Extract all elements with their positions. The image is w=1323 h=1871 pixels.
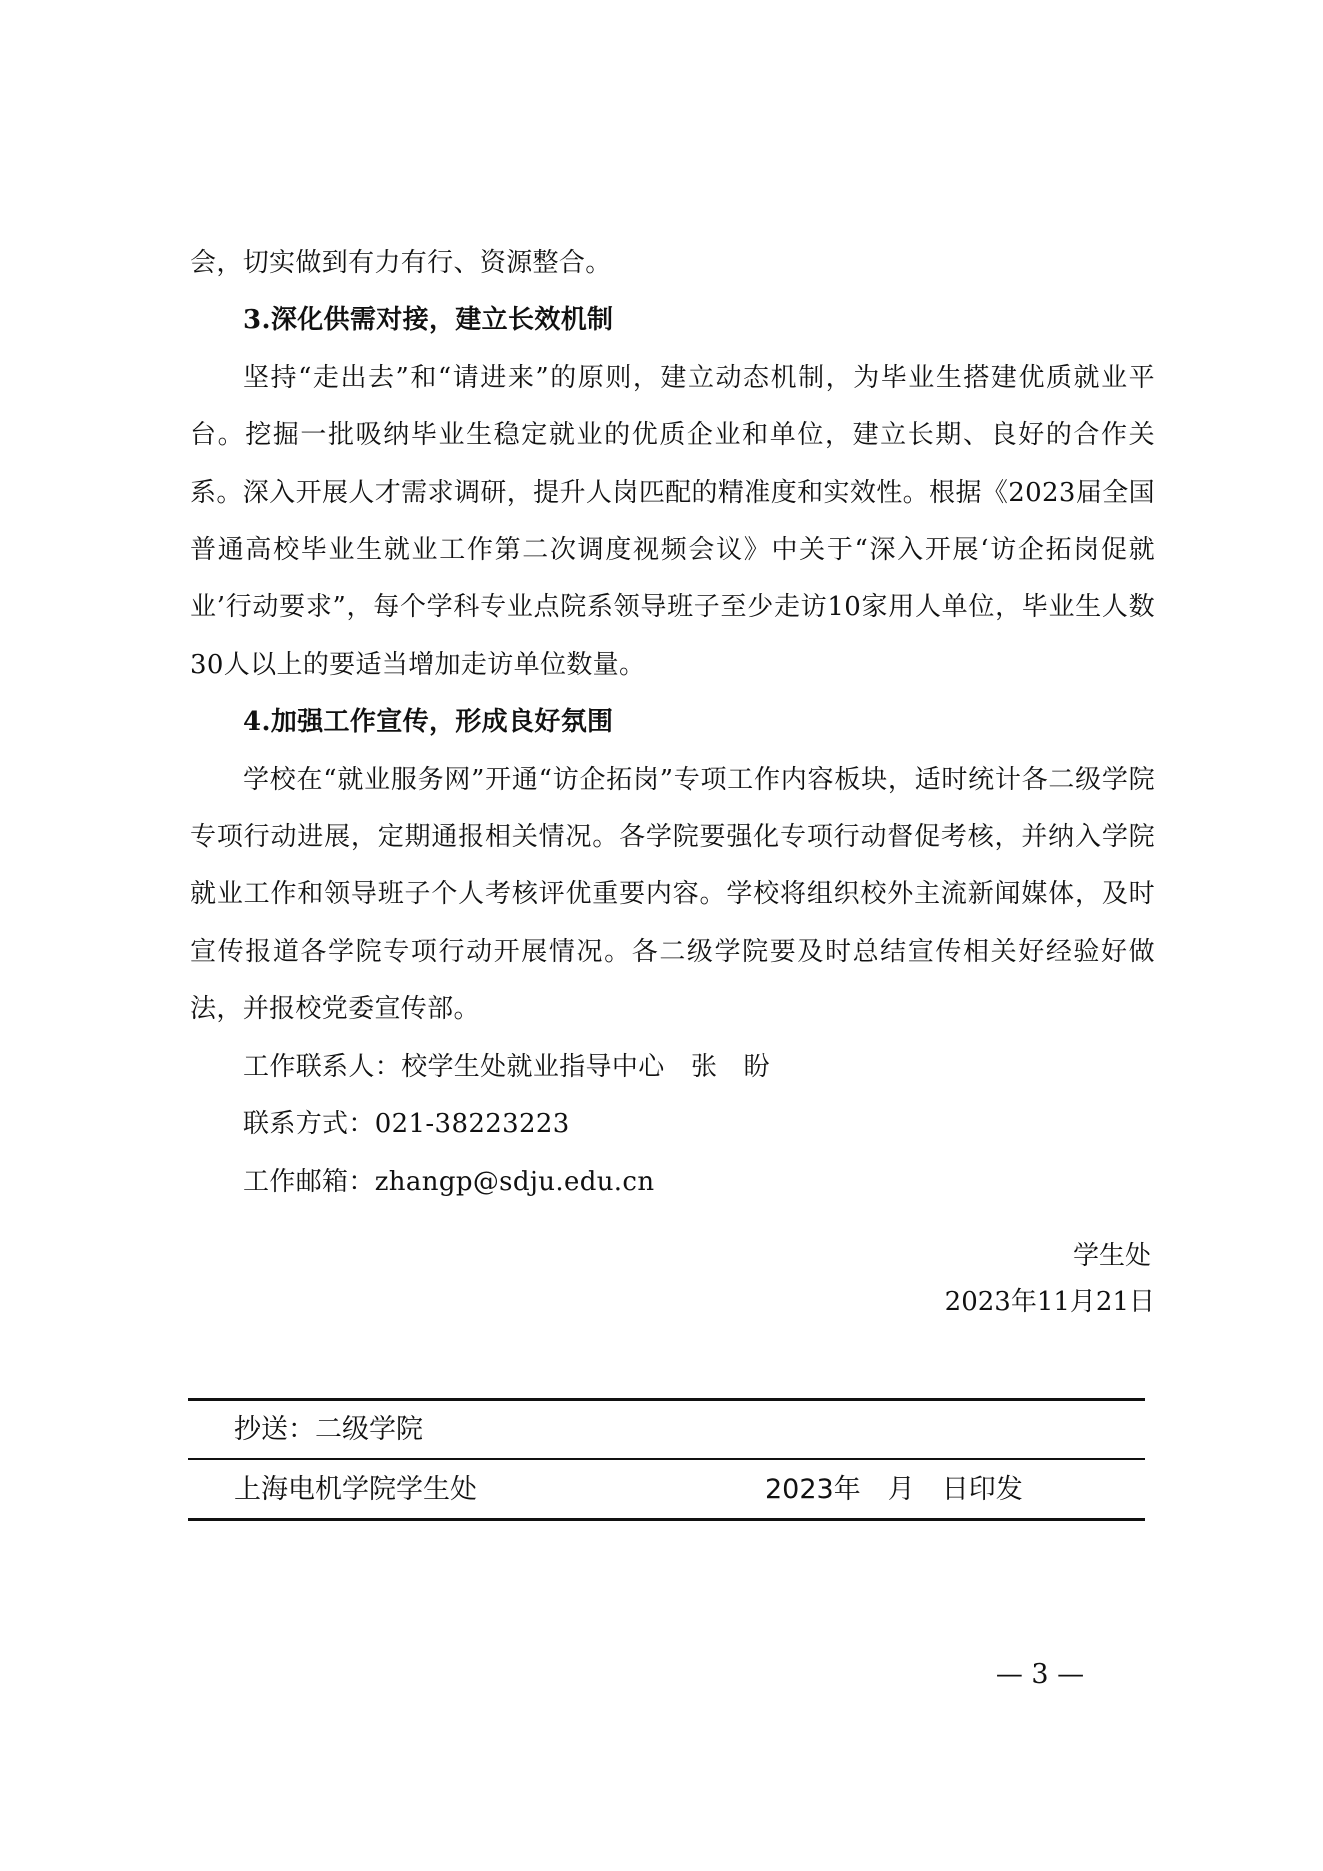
signature-org: 学生处 <box>1072 1241 1151 1271</box>
continuation-paragraph: 会，切实做到有力有行、资源整合。 <box>190 248 612 278</box>
section-heading-3: 3.深化供需对接，建立长效机制 <box>243 305 614 336</box>
document-body <box>190 235 1155 1211</box>
section-heading-4: 4.加强工作宣传，形成良好氛围 <box>243 707 614 738</box>
issue-date: 2023年 月 日印发 <box>765 1474 1023 1505</box>
contact-phone: 联系方式：021-38223223 <box>243 1109 570 1140</box>
contact-person: 工作联系人：校学生处就业指导中心 张 盼 <box>243 1051 771 1082</box>
footer-middle-rule <box>188 1458 1145 1460</box>
section-3-paragraph: 坚持“走出去”和“请进来”的原则，建立动态机制，为毕业生搭建优质就业平台。挖掘一批吸纳毕业生稳定就业的优质企业和单位，建立长期、良好的合作关系。深入开展人才需求调研，提升人岗匹配的精准度和实效性。根据《2023届全国普通高校毕业生就业工作第二次调度视频会议》中关于“深入开展‘访企拓岗促就业’行动要求”，每个学科专业点院系领导班子至少走访10家用人单位，毕业生人数30人以上的要适当增加走访单位数量。 <box>190 362 1155 680</box>
issuing-office: 上海电机学院学生处 <box>234 1474 477 1505</box>
footer-top-rule <box>188 1398 1145 1401</box>
signature-date: 2023年11月21日 <box>944 1287 1155 1317</box>
contact-email: 工作邮箱：zhangp@sdju.edu.cn <box>243 1166 655 1197</box>
cc-recipients: 抄送：二级学院 <box>234 1414 423 1445</box>
section-4-paragraph: 学校在“就业服务网”开通“访企拓岗”专项工作内容板块，适时统计各二级学院专项行动进展，定期通报相关情况。各学院要强化专项行动督促考核，并纳入学院就业工作和领导班子个人考核评优重要内容。学校将组织校外主流新闻媒体，及时宣传报道各学院专项行动开展情况。各二级学院要及时总结宣传相关好经验好做法，并报校党委宣传部。 <box>190 764 1155 1025</box>
footer-bottom-rule <box>188 1518 1145 1521</box>
page-number: — 3 — <box>995 1659 1085 1690</box>
